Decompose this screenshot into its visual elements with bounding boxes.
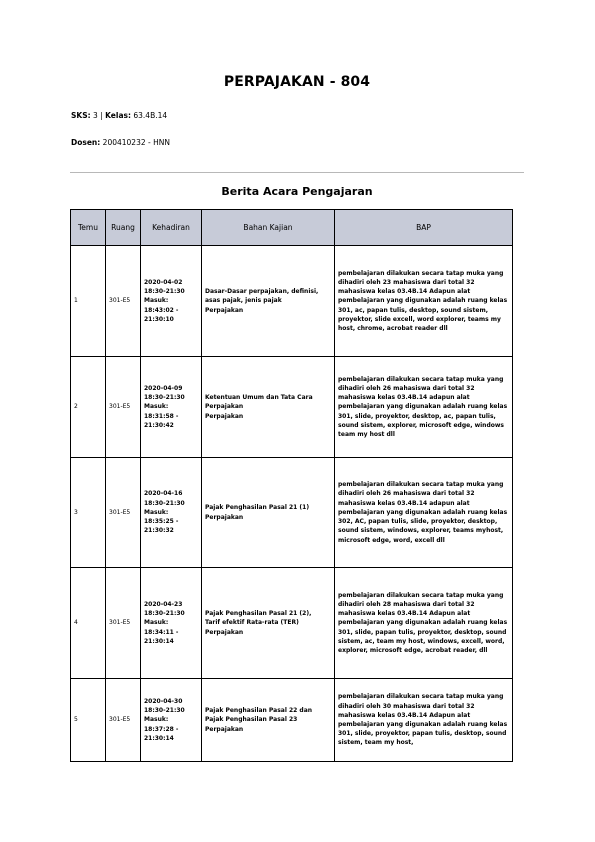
kehadiran-cell bbox=[141, 568, 202, 679]
section-title: Berita Acara Pengajaran bbox=[221, 185, 373, 198]
checkout-text: 21:30:10 bbox=[144, 315, 174, 323]
subject-line: Perpajakan bbox=[205, 412, 244, 420]
time-text: 18:30-21:30 bbox=[144, 394, 185, 402]
bap-cell: pembelajaran dilakukan secara tatap muka yang dihadiri oleh 26 mahasiswa dari total 32 mahasiswa kelas 03.4B.14 adapun alat pembelajaran yang digunakan adalah ruang kelas 301, slide, proyektor, desktop, ac, papan tulis, sound sistem, explorer, microsoft edge, windows team my host dll bbox=[335, 357, 513, 458]
subject-line: Perpajakan bbox=[205, 306, 244, 314]
date-text: 2020-04-23 bbox=[144, 600, 183, 608]
time-text: 18:30-21:30 bbox=[144, 288, 185, 296]
table-row bbox=[71, 679, 513, 762]
meta-separator: | bbox=[100, 111, 103, 120]
kehadiran-cell bbox=[141, 246, 202, 357]
table-row bbox=[71, 246, 513, 357]
temu-cell: 3 bbox=[71, 458, 106, 568]
bahan-kajian-cell bbox=[202, 568, 335, 679]
date-text: 2020-04-09 bbox=[144, 384, 183, 392]
course-meta-line bbox=[71, 111, 167, 120]
bap-cell: pembelajaran dilakukan secara tatap muka yang dihadiri oleh 30 mahasiswa dari total 32 mahasiswa kelas 03.4B.14 Adapun alat pembelajaran yang digunakan adalah ruang kelas 301, slide, proyektor, papan tulis, desktop, sound sistem, team my host, bbox=[335, 679, 513, 762]
subject-line: Perpajakan bbox=[205, 628, 244, 636]
sks-value: 3 bbox=[93, 111, 98, 120]
kehadiran-cell bbox=[141, 679, 202, 762]
checkout-text: 21:30:14 bbox=[144, 734, 174, 742]
masuk-label: Masuk: bbox=[144, 619, 169, 627]
checkout-text: 21:30:42 bbox=[144, 421, 174, 429]
checkin-text: 18:34:11 - bbox=[144, 628, 179, 636]
header-kehadiran: Kehadiran bbox=[141, 210, 202, 246]
topic-line: Pajak Penghasilan Pasal 21 (1) bbox=[205, 504, 310, 512]
temu-cell: 1 bbox=[71, 246, 106, 357]
teaching-record-table bbox=[70, 209, 513, 762]
bahan-kajian-cell bbox=[202, 246, 335, 357]
header-bahan-kajian: Bahan Kajian bbox=[202, 210, 335, 246]
dosen-label: Dosen: bbox=[71, 138, 101, 147]
time-text: 18:30-21:30 bbox=[144, 707, 185, 715]
checkin-text: 18:37:28 - bbox=[144, 725, 179, 733]
masuk-label: Masuk: bbox=[144, 297, 169, 305]
bahan-kajian-cell bbox=[202, 679, 335, 762]
checkout-text: 21:30:32 bbox=[144, 527, 174, 535]
divider bbox=[70, 172, 524, 173]
kelas-value: 63.4B.14 bbox=[133, 111, 168, 120]
ruang-cell: 301-E5 bbox=[106, 246, 141, 357]
topic-line: Ketentuan Umum dan Tata Cara bbox=[205, 394, 313, 402]
masuk-label: Masuk: bbox=[144, 508, 169, 516]
bahan-kajian-cell bbox=[202, 357, 335, 458]
checkin-text: 18:43:02 - bbox=[144, 306, 179, 314]
lecturer-meta-line bbox=[71, 138, 170, 147]
masuk-label: Masuk: bbox=[144, 403, 169, 411]
subject-line: Perpajakan bbox=[205, 513, 244, 521]
checkin-text: 18:35:25 - bbox=[144, 518, 179, 526]
ruang-cell: 301-E5 bbox=[106, 357, 141, 458]
sks-label: SKS: bbox=[71, 111, 91, 120]
dosen-value: 200410232 - HNN bbox=[102, 138, 170, 147]
table-row bbox=[71, 568, 513, 679]
kehadiran-cell bbox=[141, 357, 202, 458]
date-text: 2020-04-16 bbox=[144, 490, 183, 498]
header-ruang: Ruang bbox=[106, 210, 141, 246]
checkout-text: 21:30:14 bbox=[144, 637, 174, 645]
kelas-label: Kelas: bbox=[105, 111, 131, 120]
table-row bbox=[71, 458, 513, 568]
temu-cell: 2 bbox=[71, 357, 106, 458]
masuk-label: Masuk: bbox=[144, 716, 169, 724]
topic-line: Tarif efektif Rata-rata (TER) bbox=[205, 619, 299, 627]
ruang-cell: 301-E5 bbox=[106, 458, 141, 568]
page-title: PERPAJAKAN - 804 bbox=[223, 74, 371, 90]
header-temu: Temu bbox=[71, 210, 106, 246]
ruang-cell: 301-E5 bbox=[106, 568, 141, 679]
temu-cell: 5 bbox=[71, 679, 106, 762]
bap-cell: pembelajaran dilakukan secara tatap muka yang dihadiri oleh 26 mahasiswa dari total 32 mahasiswa kelas 03.4B.14 adapun alat pembelajaran yang digunakan adalah ruang kelas 302, AC, papan tulis, slide, proyektor, desktop, sound sistem, windows, explorer, teams myhost, microsoft edge, word, excell dll bbox=[335, 458, 513, 568]
kehadiran-cell bbox=[141, 458, 202, 568]
bap-cell: pembelajaran dilakukan secara tatap muka yang dihadiri oleh 23 mahasiswa dari total 32 mahasiswa kelas 03.4B.14 Adapun alat pembelajaran yang digunakan adalah ruang kelas 301, ac, papan tulis, desktop, sound sistem, proyektor, slide excell, word explorer, teams my host, chrome, acrobat reader dll bbox=[335, 246, 513, 357]
time-text: 18:30-21:30 bbox=[144, 499, 185, 507]
topic-line: Dasar-Dasar perpajakan, definisi, bbox=[205, 288, 319, 296]
table-header-row bbox=[71, 210, 513, 246]
time-text: 18:30-21:30 bbox=[144, 610, 185, 618]
topic-line: Pajak Penghasilan Pasal 22 dan bbox=[205, 707, 313, 715]
subject-line: Perpajakan bbox=[205, 725, 244, 733]
topic-line: Perpajakan bbox=[205, 403, 244, 411]
temu-cell: 4 bbox=[71, 568, 106, 679]
table-row bbox=[71, 357, 513, 458]
bap-cell: pembelajaran dilakukan secara tatap muka yang dihadiri oleh 28 mahasiswa dari total 32 mahasiswa kelas 03.4B.14 Adapun alat pembelajaran yang digunakan adalah ruang kelas 301, slide, papan tulis, proyektor, desktop, sound sistem, ac, team my host, windows, excell, word, explorer, microsoft edge, acrobat reader, dll bbox=[335, 568, 513, 679]
ruang-cell: 301-E5 bbox=[106, 679, 141, 762]
bahan-kajian-cell bbox=[202, 458, 335, 568]
date-text: 2020-04-02 bbox=[144, 278, 183, 286]
checkin-text: 18:31:58 - bbox=[144, 412, 179, 420]
topic-line: Pajak Penghasilan Pasal 21 (2), bbox=[205, 610, 312, 618]
date-text: 2020-04-30 bbox=[144, 697, 183, 705]
header-bap: BAP bbox=[335, 210, 513, 246]
topic-line: Pajak Penghasilan Pasal 23 bbox=[205, 716, 298, 724]
topic-line: asas pajak, jenis pajak bbox=[205, 297, 282, 305]
